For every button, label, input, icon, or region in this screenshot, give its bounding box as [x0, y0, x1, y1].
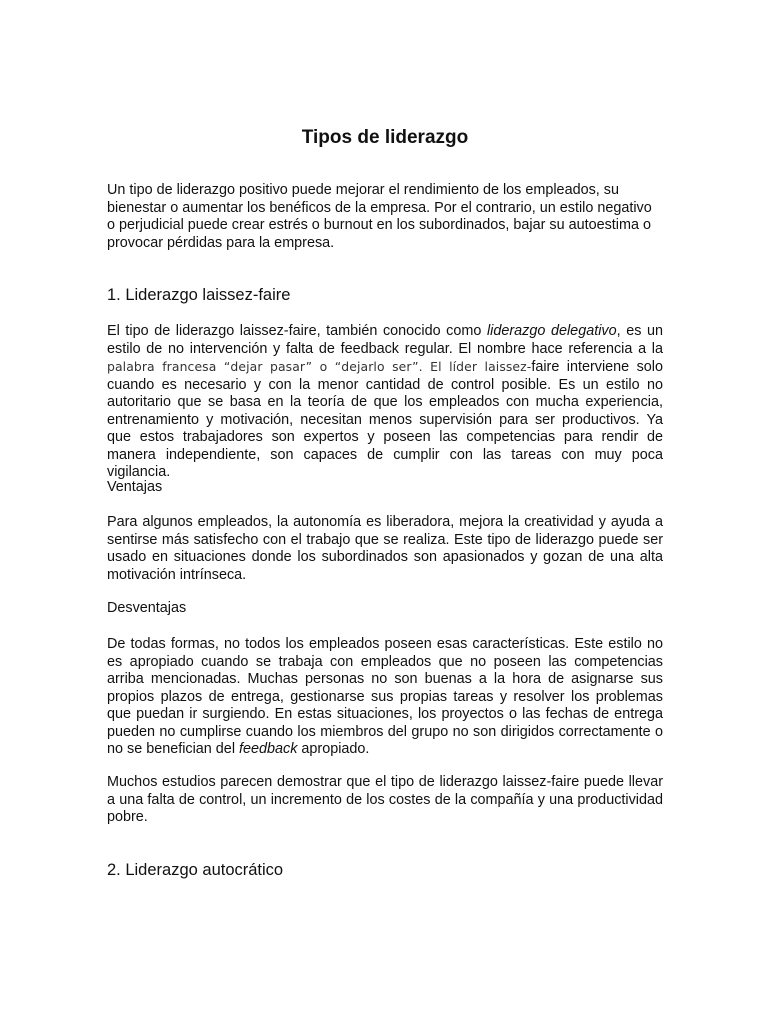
laissez-faire-emphasis: liderazgo delegativo — [486, 323, 617, 339]
ventajas-paragraph: Para algunos empleados, la autonomía es liberadora, mejora la creatividad y ayuda a sentirse más satisfecho con el trabajo que se realiza. Este tipo de liderazgo puede ser usado en situaciones donde los subordinados son apasionados y gozan de una alta motivación intrínseca. — [107, 514, 663, 583]
laissez-faire-text-c: faire interviene solo cuando es necesario y con la menor cantidad de control posible. Es un estilo no autoritario que se basa en la teoría de que los empleados con mucha experiencia, entrenamiento y motivación, necesitan menos supervisión para ser productivos. Ya que estos trabajadores son expertos y poseen las competencias para rendir de manera independiente, son capaces de cumplir con las tareas con muy poca vigilancia. — [107, 359, 663, 480]
intro-paragraph: Un tipo de liderazgo positivo puede mejorar el rendimiento de los empleados, su bienestar o aumentar los benéficos de la empresa. Por el contrario, un estilo negativo o perjudicial puede crear estrés o burnout en los subordinados, bajar su autoestima o provocar pérdidas para la empresa. — [107, 182, 652, 251]
document-title: Tipos de liderazgo — [301, 127, 469, 148]
laissez-faire-text-a: El tipo de liderazgo laissez-faire, también conocido como — [107, 323, 487, 339]
laissez-faire-text-b: , es un estilo de no intervención y falta de feedback regular. El nombre hace referencia a la — [107, 323, 663, 357]
desventajas-emphasis: feedback — [239, 741, 298, 757]
laissez-faire-text-alt: palabra francesa “dejar pasar” o “dejarlo ser”. El líder laissez- — [107, 359, 532, 374]
laissez-faire-paragraph — [107, 323, 663, 482]
section-heading-laissez-faire: 1. Liderazgo laissez-faire — [107, 286, 291, 304]
estudios-paragraph: Muchos estudios parecen demostrar que el tipo de liderazgo laissez-faire puede llevar a una falta de control, un incremento de los costes de la compañía y una productividad pobre. — [107, 774, 663, 825]
ventajas-label: Ventajas — [107, 479, 163, 495]
desventajas-text-a: De todas formas, no todos los empleados poseen esas características. Este estilo no es apropiado cuando se trabaja con empleados que no poseen las competencias arriba mencionadas. Muchas personas no son buenas a la hora de asignarse sus propios plazos de entrega, gestionarse sus propias tareas y resolver los problemas que puedan ir surgiendo. En estas situaciones, los proyectos o las fechas de entrega pueden no cumplirse cuando los miembros del grupo no son dirigidos correctamente o no se benefician del — [107, 636, 663, 757]
desventajas-paragraph — [107, 636, 663, 759]
desventajas-text-b: apropiado. — [297, 741, 370, 757]
section-heading-autocratico: 2. Liderazgo autocrático — [107, 861, 284, 879]
desventajas-label: Desventajas — [107, 600, 187, 616]
